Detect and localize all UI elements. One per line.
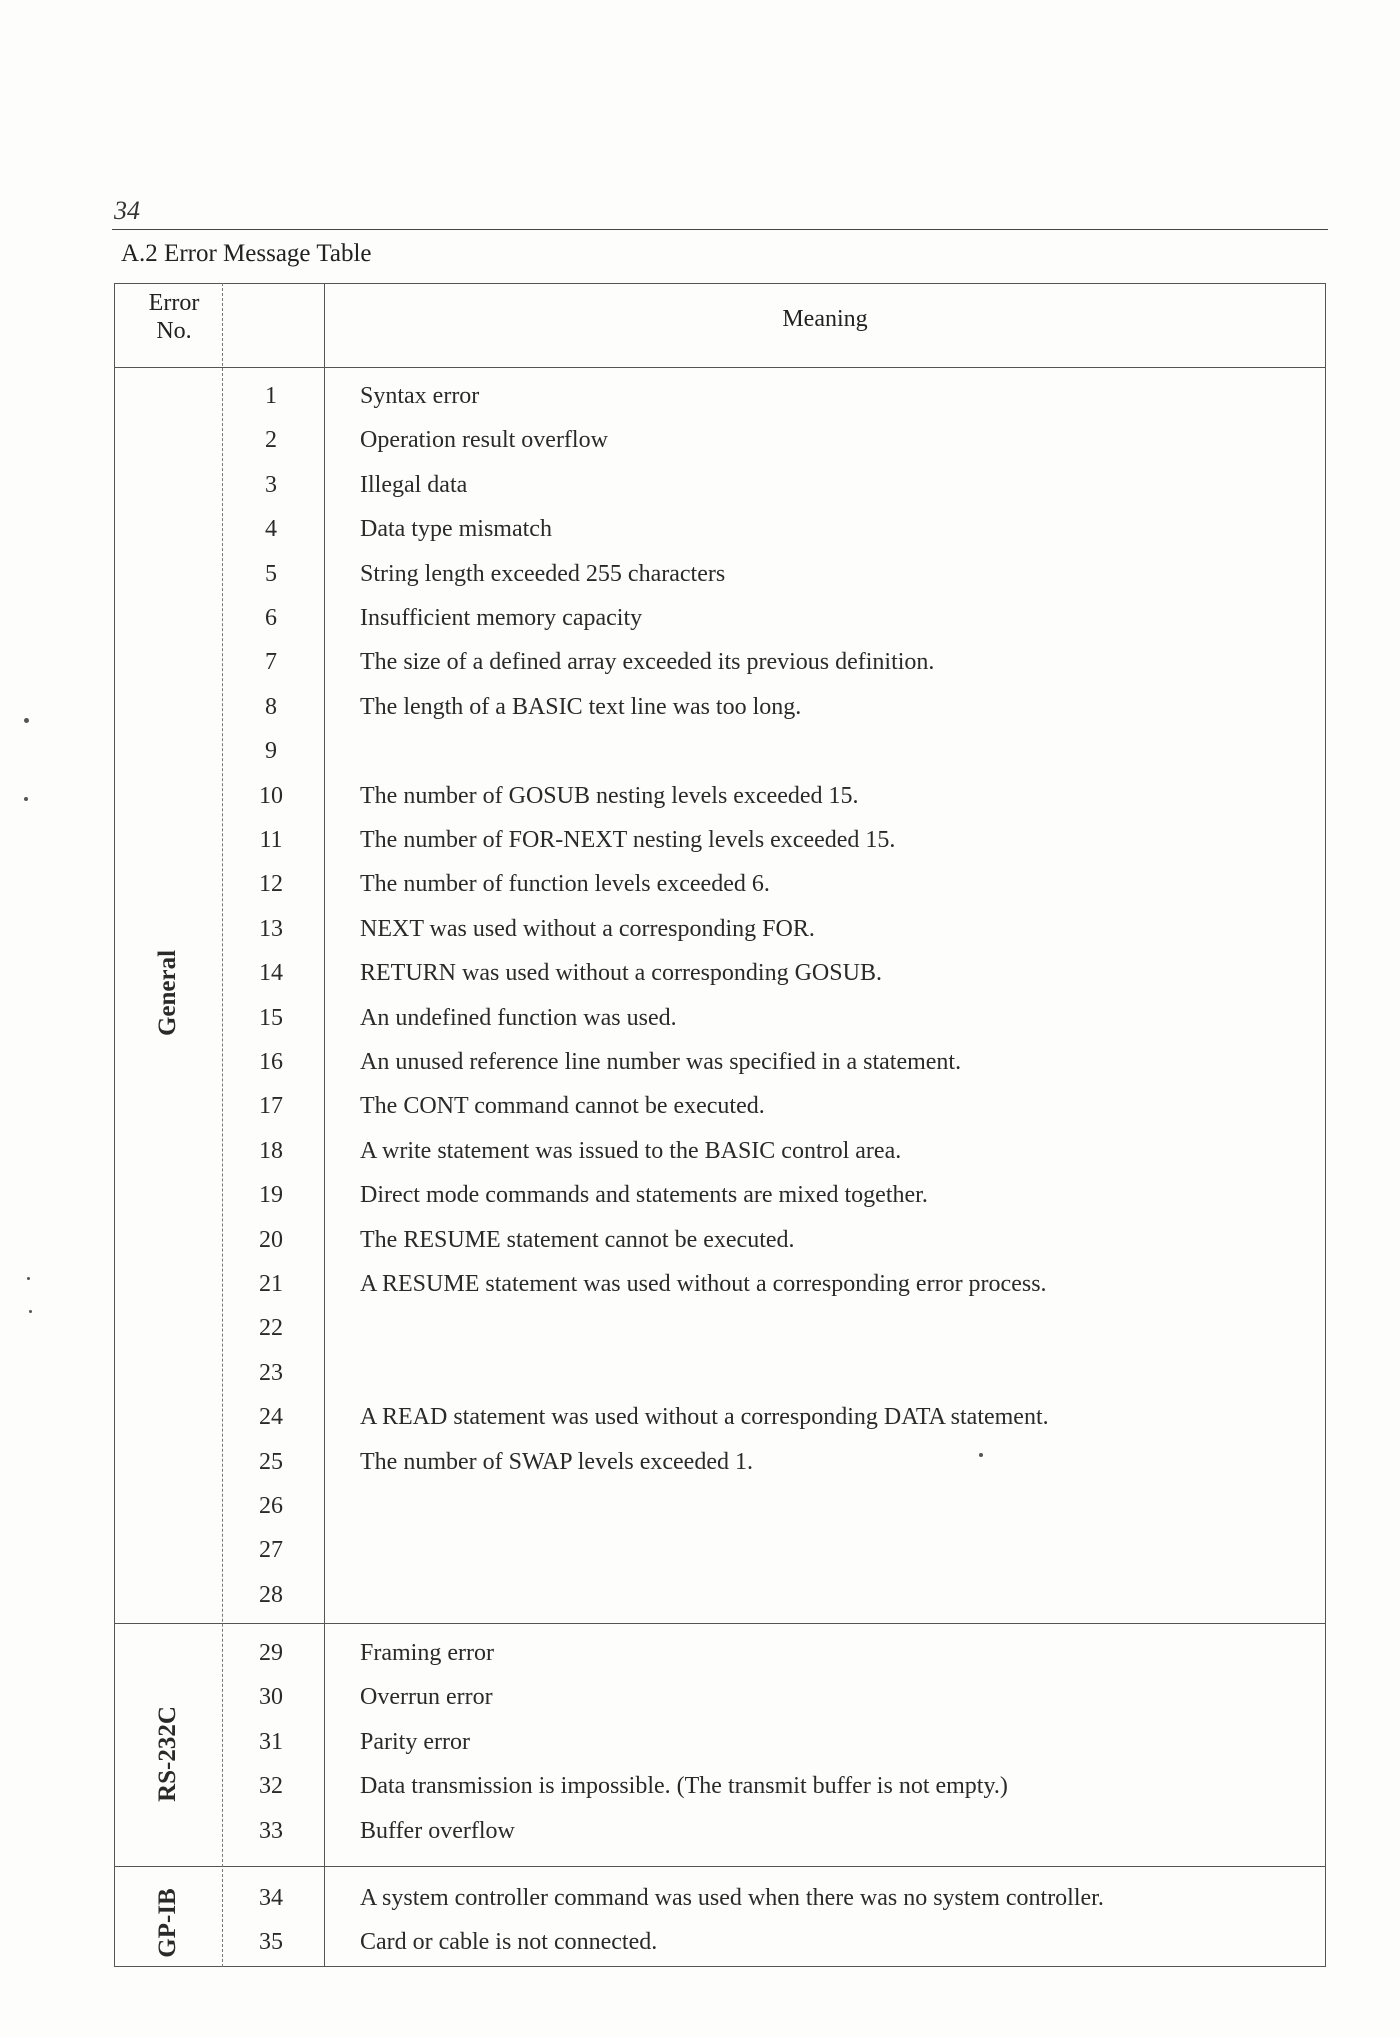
- table-row: [0, 1129, 1400, 1173]
- table-row: [0, 1920, 1400, 1964]
- error-number: 12: [259, 871, 283, 898]
- error-meaning: A RESUME statement was used without a corresponding error process.: [360, 1271, 1047, 1297]
- table-row: [0, 818, 1400, 862]
- table-row: [0, 418, 1400, 462]
- error-meaning: The number of SWAP levels exceeded 1.: [360, 1448, 753, 1475]
- error-number: 15: [259, 1004, 283, 1031]
- scan-speck: [979, 1453, 983, 1457]
- error-number: 24: [259, 1404, 283, 1431]
- error-meaning: Data type mismatch: [360, 516, 552, 543]
- table-row: [0, 507, 1400, 551]
- error-meaning: Data transmission is impossible. (The transmit buffer is not empty.): [360, 1773, 1008, 1800]
- error-meaning: Card or cable is not connected.: [360, 1929, 658, 1956]
- header-divider: [114, 367, 1326, 368]
- error-meaning: The length of a BASIC text line was too long.: [360, 693, 802, 720]
- error-meaning: RETURN was used without a corresponding GOSUB.: [360, 960, 882, 987]
- error-meaning: A write statement was issued to the BASIC control area.: [360, 1137, 902, 1164]
- error-meaning: The size of a defined array exceeded its previous definition.: [360, 649, 935, 676]
- error-number: 26: [259, 1493, 283, 1519]
- table-row: [0, 1809, 1400, 1853]
- error-number: 2: [265, 427, 277, 454]
- table-row: [0, 907, 1400, 951]
- error-meaning: Overrun error: [360, 1684, 493, 1711]
- table-row: [0, 1440, 1400, 1484]
- error-number: 10: [259, 782, 283, 809]
- error-meaning: Direct mode commands and statements are mixed together.: [360, 1182, 928, 1209]
- table-row: [0, 1351, 1400, 1395]
- error-number: 8: [265, 693, 277, 720]
- error-meaning: String length exceeded 255 characters: [360, 560, 726, 587]
- error-meaning: The CONT command cannot be executed.: [360, 1093, 765, 1120]
- table-row: [0, 996, 1400, 1040]
- column-header-error-no: [114, 289, 234, 345]
- group-label-rs232c: RS-232C: [154, 1706, 181, 1802]
- error-number: 9: [265, 738, 277, 765]
- table-row: [0, 1764, 1400, 1808]
- error-meaning: The RESUME statement cannot be executed.: [360, 1226, 795, 1253]
- table-row: [0, 1484, 1400, 1528]
- table-row: [0, 1573, 1400, 1617]
- table-row: [0, 862, 1400, 906]
- table-row: [0, 1528, 1400, 1572]
- error-number: 20: [259, 1226, 283, 1253]
- scan-speck: [24, 718, 29, 723]
- table-row: [0, 1262, 1400, 1306]
- error-number: 1: [265, 383, 277, 409]
- table-row: [0, 1040, 1400, 1084]
- error-number: 23: [259, 1359, 283, 1386]
- error-number: 29: [259, 1640, 283, 1666]
- column-header-error-no-line1: Error: [148, 290, 200, 316]
- error-meaning: Syntax error: [360, 383, 480, 409]
- error-number: 28: [259, 1581, 283, 1608]
- error-number: 27: [259, 1537, 283, 1564]
- table-top-border: [114, 283, 1326, 284]
- error-meaning: Buffer overflow: [360, 1817, 515, 1844]
- table-row: [0, 374, 1400, 418]
- error-number: 14: [259, 960, 283, 987]
- error-number: 33: [259, 1817, 283, 1844]
- error-meaning: Illegal data: [360, 471, 468, 498]
- error-meaning: An undefined function was used.: [360, 1004, 677, 1031]
- scan-speck: [29, 1310, 32, 1313]
- table-row: [0, 1218, 1400, 1262]
- table-row: [0, 1631, 1400, 1675]
- scan-speck: [27, 1277, 30, 1280]
- scan-speck: [24, 797, 28, 801]
- error-number: 30: [259, 1684, 283, 1711]
- error-number: 35: [259, 1929, 283, 1956]
- error-number: 32: [259, 1773, 283, 1800]
- group-label-general: General: [154, 949, 181, 1037]
- error-meaning: A system controller command was used when there was no system controller.: [360, 1885, 1104, 1911]
- error-number: 25: [259, 1448, 283, 1475]
- error-meaning: The number of function levels exceeded 6.: [360, 871, 770, 898]
- table-row: [0, 1173, 1400, 1217]
- error-number: 34: [259, 1885, 283, 1911]
- error-meaning: An unused reference line number was specified in a statement.: [360, 1049, 962, 1075]
- table-bottom-border: [114, 1966, 1326, 1967]
- error-number: 19: [259, 1182, 283, 1209]
- table-row: [0, 774, 1400, 818]
- group-divider-rs232c: [114, 1623, 1326, 1624]
- error-number: 21: [259, 1271, 283, 1297]
- group-divider-gpib: [114, 1866, 1326, 1867]
- table-row: [0, 951, 1400, 995]
- error-number: 5: [265, 560, 277, 587]
- error-number: 18: [259, 1137, 283, 1164]
- top-rule: [112, 229, 1328, 230]
- column-header-error-no-line2: No.: [156, 318, 192, 344]
- table-row: [0, 1084, 1400, 1128]
- error-meaning: Operation result overflow: [360, 427, 608, 454]
- group-label-gpib: GP-IB: [154, 1888, 181, 1958]
- error-number: 22: [259, 1315, 283, 1342]
- error-meaning: NEXT was used without a corresponding FOR.: [360, 915, 815, 942]
- error-number: 31: [259, 1728, 283, 1755]
- error-meaning: Parity error: [360, 1728, 470, 1755]
- error-meaning: A READ statement was used without a corresponding DATA statement.: [360, 1404, 1049, 1431]
- table-row: [0, 1720, 1400, 1764]
- table-row: [0, 640, 1400, 684]
- error-number: 3: [265, 471, 277, 498]
- error-number: 6: [265, 605, 277, 631]
- column-header-meaning: Meaning: [782, 306, 868, 332]
- table-row: [0, 552, 1400, 596]
- section-title: A.2 Error Message Table: [121, 240, 372, 267]
- error-number: 16: [259, 1049, 283, 1075]
- table-row: [0, 1876, 1400, 1920]
- table-row: [0, 1306, 1400, 1350]
- error-number: 11: [259, 827, 283, 853]
- error-meaning: Insufficient memory capacity: [360, 605, 643, 631]
- table-row: [0, 729, 1400, 773]
- error-number: 4: [265, 516, 277, 543]
- table-row: [0, 596, 1400, 640]
- table-row: [0, 463, 1400, 507]
- error-meaning: The number of GOSUB nesting levels exceeded 15.: [360, 782, 859, 809]
- error-meaning: The number of FOR-NEXT nesting levels exceeded 15.: [360, 827, 896, 853]
- table-row: [0, 1395, 1400, 1439]
- error-number: 13: [259, 915, 283, 942]
- page-number: 34: [114, 196, 140, 225]
- error-meaning: Framing error: [360, 1640, 494, 1666]
- table-row: [0, 685, 1400, 729]
- error-number: 17: [259, 1093, 283, 1120]
- error-number: 7: [265, 649, 277, 676]
- table-row: [0, 1675, 1400, 1719]
